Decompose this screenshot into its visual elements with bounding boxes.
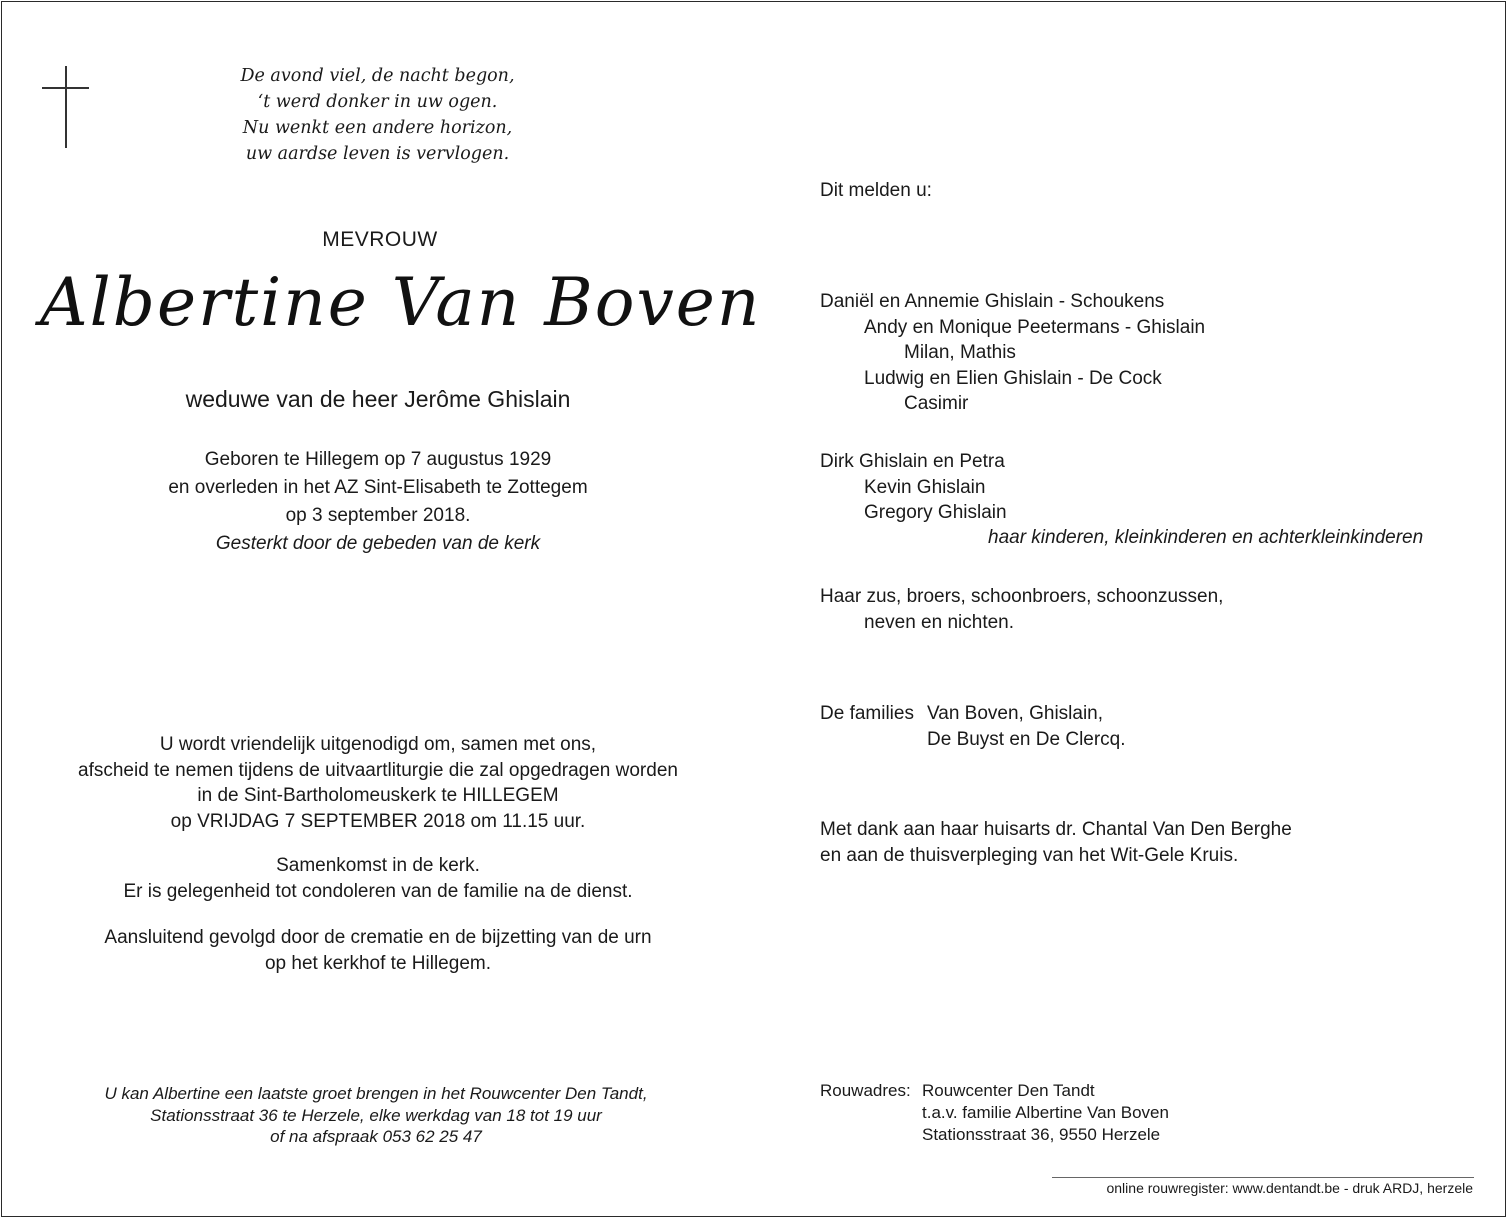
visit-line: of na afspraak 053 62 25 47 (270, 1127, 482, 1146)
widow-of: weduwe van de heer Jerôme Ghislain (185, 386, 571, 412)
invitation-line: afscheid te nemen tijdens de uitvaartliturgie die zal opgedragen worden (78, 759, 678, 781)
family-group-2 (820, 449, 1007, 526)
family-member: Dirk Ghislain en Petra (820, 451, 1005, 472)
family-member: Milan, Mathis (904, 342, 1016, 364)
cremation (28, 925, 728, 976)
family-member: Gregory Ghislain (864, 502, 1007, 524)
footer-text: online rouwregister: www.dentandt.be - druk ARDJ, herzele (1106, 1180, 1473, 1196)
family-member: Ludwig en Elien Ghislain - De Cock (864, 367, 1162, 389)
family-member: Casimir (904, 393, 969, 415)
gathering-line: Er is gelegenheid tot condoleren van de familie na de dienst. (123, 880, 633, 902)
visit-info (26, 1083, 726, 1148)
cremation-line: op het kerkhof te Hillegem. (264, 952, 491, 974)
birth-death (28, 446, 728, 558)
poem (200, 63, 555, 167)
visit-line: U kan Albertine een laatste groet brengen in het Rouwcenter Den Tandt, (104, 1084, 648, 1103)
deceased-name: Albertine Van Boven (40, 264, 762, 341)
thanks-line: Met dank aan haar huisarts dr. Chantal Van Den Berghe (820, 819, 1292, 840)
family-member: Kevin Ghislain (864, 476, 986, 498)
gathering-line: Samenkomst in de kerk. (276, 855, 480, 876)
address-label: Rouwadres: (820, 1081, 911, 1100)
families-line: Van Boven, Ghislain, (927, 703, 1104, 724)
family-member: Daniël en Annemie Ghislain - Schoukens (820, 291, 1165, 312)
siblings (820, 584, 1223, 635)
address-block (922, 1080, 1169, 1146)
thanks (820, 817, 1292, 868)
honorific: MEVROUW (322, 228, 438, 251)
footer-divider (1052, 1177, 1474, 1178)
family-member: Andy en Monique Peetermans - Ghislain (864, 316, 1206, 338)
invitation-line: in de Sint-Bartholomeuskerk te HILLEGEM (197, 785, 559, 807)
birth-death-line: en overleden in het AZ Sint-Elisabeth te Zottegem (168, 477, 588, 498)
gathering (28, 853, 728, 904)
birth-death-line: op 3 september 2018. (285, 505, 471, 526)
family-group-1 (820, 289, 1205, 417)
poem-line: De avond viel, de nacht begon, (240, 66, 515, 86)
address-line: t.a.v. familie Albertine Van Boven (922, 1103, 1169, 1122)
announce-text: Dit melden u: (820, 180, 932, 201)
strengthened-line: Gesterkt door de gebeden van de kerk (215, 533, 541, 554)
poem-line: ‘t werd donker in uw ogen. (257, 92, 498, 112)
invitation-line: U wordt vriendelijk uitgenodigd om, samen met ons, (159, 734, 597, 755)
poem-line: Nu wenkt een andere horizon, (242, 118, 513, 138)
cremation-line: Aansluitend gevolgd door de crematie en de bijzetting van de urn (104, 927, 652, 948)
invitation-line: op VRIJDAG 7 SEPTEMBER 2018 om 11.15 uur. (170, 810, 586, 832)
poem-line: uw aardse leven is vervlogen. (245, 144, 510, 164)
invitation (28, 732, 728, 834)
thanks-line: en aan de thuisverpleging van het Wit-Gele Kruis. (820, 844, 1239, 866)
children-note: haar kinderen, kleinkinderen en achterkleinkinderen (988, 527, 1424, 548)
families-line: De Buyst en De Clercq. (927, 729, 1126, 750)
card-border (1, 1, 1506, 1217)
visit-line: Stationsstraat 36 te Herzele, elke werkdag van 18 tot 19 uur (150, 1105, 602, 1125)
siblings-line: neven en nichten. (864, 611, 1015, 633)
address-line: Rouwcenter Den Tandt (922, 1081, 1095, 1100)
birth-death-line: Geboren te Hillegem op 7 augustus 1929 (204, 449, 552, 470)
families-label: De families (820, 703, 914, 724)
address-line: Stationsstraat 36, 9550 Herzele (922, 1125, 1161, 1144)
siblings-line: Haar zus, broers, schoonbroers, schoonzussen, (820, 586, 1224, 607)
